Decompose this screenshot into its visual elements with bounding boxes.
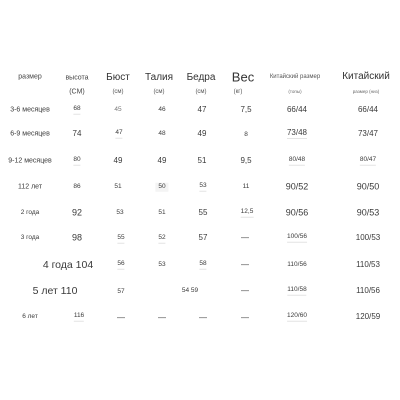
- cell-size: 2 года: [20, 208, 40, 216]
- cell-hips: 47: [197, 105, 207, 114]
- cell-cn-bottoms: 73/47: [357, 129, 379, 138]
- cell-cn-tops: 90/56: [285, 207, 309, 218]
- cell-cn-tops: 120/60: [287, 313, 307, 322]
- cell-waist: 51: [158, 208, 166, 216]
- cell-bust-dash: —: [117, 313, 125, 322]
- cell-cn-tops: 90/52: [285, 181, 309, 192]
- cell-weight-dash: —: [241, 260, 249, 269]
- cell-size: 3 года: [20, 233, 40, 241]
- cell-cn-bottoms: 90/53: [356, 207, 380, 218]
- header-hips-unit: (см): [195, 89, 207, 95]
- cell-waist: 46: [158, 105, 166, 113]
- cell-weight: 7,5: [240, 105, 252, 114]
- cell-cn-bottoms: 100/53: [355, 233, 381, 242]
- header-height: высота: [65, 74, 89, 82]
- cell-waist: 52: [158, 235, 165, 244]
- cell-weight: 11: [242, 182, 250, 190]
- header-hips: Бедра: [186, 72, 216, 83]
- cell-cn-tops: 80/48: [289, 157, 305, 166]
- cell-hips: 51: [197, 156, 207, 165]
- cell-height: 80: [73, 157, 80, 166]
- header-cn-bottoms-note: размер (низ): [352, 88, 380, 94]
- header-waist-unit: (см): [153, 89, 165, 95]
- cell-weight: 8: [244, 130, 248, 138]
- cell-bust: 57: [117, 287, 125, 295]
- cell-height: 98: [71, 232, 83, 243]
- cell-bust: 51: [114, 182, 122, 190]
- cell-cn-bottoms: 66/44: [357, 105, 379, 114]
- cell-hips-dash: —: [199, 313, 207, 322]
- cell-hips: 49: [197, 129, 207, 138]
- cell-height: 74: [72, 129, 82, 138]
- header-weight: Вес: [231, 69, 255, 85]
- header-cn-bottoms: Китайский: [342, 71, 390, 82]
- cell-cn-tops: 73/48: [286, 128, 308, 137]
- cell-cn-bottoms: 90/50: [356, 181, 380, 192]
- cell-size: 9-12 месяцев: [8, 157, 52, 165]
- header-bust: Бюст: [106, 72, 130, 83]
- header-bust-unit: (см): [112, 89, 124, 95]
- cell-size: 6 лет: [22, 312, 38, 320]
- cell-cn-bottoms: 120/59: [355, 312, 381, 321]
- cell-waist: 54 59: [181, 286, 199, 294]
- cell-cn-tops: 110/58: [287, 287, 306, 296]
- cell-size: 112 лет: [17, 183, 43, 191]
- cell-waist: 49: [157, 156, 167, 165]
- cell-cn-tops: 66/44: [286, 105, 308, 114]
- cell-bust: 47: [115, 130, 122, 139]
- cell-height: 116: [74, 313, 84, 322]
- cell-hips: 53: [199, 183, 206, 192]
- cell-size: 5 лет 110: [32, 284, 78, 297]
- cell-size: 4 года 104: [42, 258, 94, 271]
- cell-weight-dash: —: [241, 313, 249, 322]
- cell-bust: 55: [117, 235, 124, 244]
- cell-height: 86: [73, 182, 81, 190]
- cell-cn-bottoms: 110/53: [356, 260, 380, 269]
- cell-bust: 45: [114, 105, 122, 113]
- cell-cn-bottoms: 80/47: [360, 157, 376, 166]
- cell-waist: 48: [158, 129, 166, 137]
- cell-weight-dash: —: [241, 286, 249, 295]
- header-height-unit: (CM): [69, 88, 85, 96]
- cell-weight: 12,5: [241, 209, 254, 218]
- header-cn-tops: Китайский размер: [269, 74, 321, 80]
- cell-waist: 50: [155, 183, 168, 192]
- cell-size: 6-9 месяцев: [10, 130, 50, 138]
- cell-bust: 56: [117, 261, 124, 270]
- header-weight-unit: (кг): [233, 89, 243, 95]
- cell-hips: 57: [198, 233, 208, 242]
- cell-bust: 49: [113, 156, 123, 165]
- cell-height: 68: [73, 106, 80, 115]
- cell-height: 92: [71, 207, 83, 218]
- cell-bust: 53: [116, 208, 124, 216]
- header-size: размер: [18, 73, 42, 81]
- cell-waist: 53: [158, 260, 166, 268]
- cell-weight-dash: —: [241, 233, 249, 242]
- cell-weight: 9,5: [240, 156, 252, 165]
- cell-size: 3-6 месяцев: [10, 106, 50, 114]
- cell-cn-bottoms: 110/56: [356, 286, 380, 295]
- header-waist: Талия: [144, 72, 174, 83]
- cell-hips: 55: [198, 208, 208, 217]
- cell-cn-tops: 110/56: [287, 260, 307, 268]
- cell-cn-tops: 100/56: [287, 234, 307, 243]
- cell-waist-dash: —: [158, 313, 166, 322]
- cell-hips: 58: [199, 261, 206, 270]
- header-cn-tops-note: (топы): [288, 88, 302, 94]
